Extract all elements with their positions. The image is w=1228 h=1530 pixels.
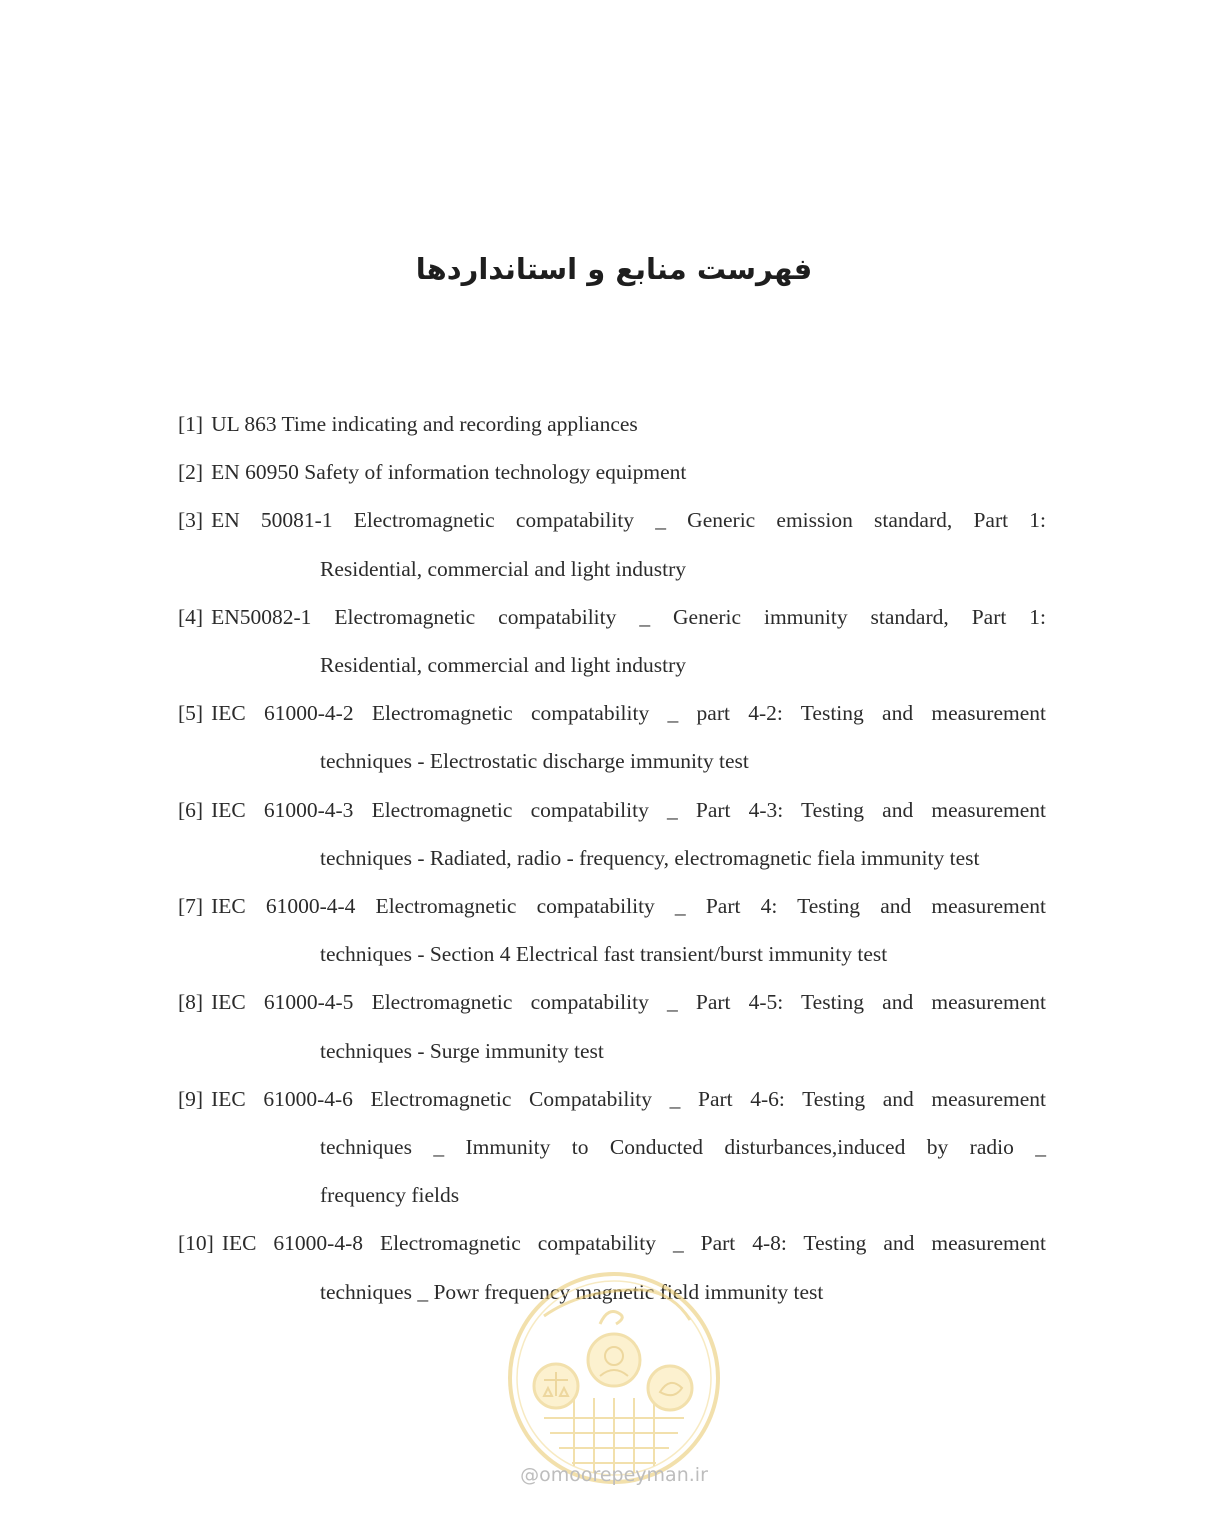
reference-first-line [178,1075,1046,1123]
reference-text: EN 60950 Safety of information technology equipment [211,460,687,485]
page-title: فهرست منابع و استانداردها [415,252,813,286]
reference-text: UL 863 Time indicating and recording appliances [211,412,638,436]
reference-number: [2] [178,460,204,485]
reference-text: EN50082-1 Electromagnetic compatability _ Generic immunity standard, Part 1: [211,604,1046,629]
reference-first-line [178,400,1046,448]
reference-item [178,786,1046,882]
reference-first-line [178,1219,1046,1267]
reference-item [178,593,1046,689]
reference-continuation: techniques - Radiated, radio - frequency, electromagnetic fiela immunity test [320,845,980,870]
reference-first-line [178,786,1046,834]
reference-text: IEC 61000-4-4 Electromagnetic compatability _ Part 4: Testing and measurement [211,894,1046,919]
reference-number: [7] [178,894,204,919]
reference-continuation: techniques - Surge immunity test [320,1038,604,1063]
reference-item [178,882,1046,978]
reference-number: [6] [178,797,204,822]
reference-number: [1] [178,412,204,436]
reference-text: IEC 61000-4-6 Electromagnetic Compatability _ Part 4-6: Testing and measurement [211,1086,1046,1111]
reference-list [178,400,1046,1316]
reference-item [178,978,1046,1074]
reference-number: [8] [178,990,204,1015]
reference-continuation: techniques - Electrostatic discharge immunity test [320,749,749,774]
reference-item [178,448,1046,496]
reference-first-line [178,689,1046,737]
omoore-peyman-seal-icon [504,1268,724,1488]
reference-text: IEC 61000-4-3 Electromagnetic compatability _ Part 4-3: Testing and measurement [211,797,1046,822]
reference-continuation: frequency fields [320,1183,460,1208]
reference-text: IEC 61000-4-5 Electromagnetic compatability _ Part 4-5: Testing and measurement [211,990,1046,1015]
reference-continuation: Residential, commercial and light industry [320,653,687,678]
reference-number: [3] [178,508,204,533]
reference-item [178,496,1046,592]
reference-continuation: techniques - Section 4 Electrical fast transient/burst immunity test [320,942,888,967]
reference-item [178,689,1046,785]
reference-text: EN 50081-1 Electromagnetic compatability _ Generic emission standard, Part 1: [211,508,1046,533]
reference-number: [9] [178,1086,204,1111]
watermark-url: @omoorepeyman.ir [520,1464,708,1486]
reference-number: [10] [178,1231,214,1256]
reference-first-line [178,978,1046,1026]
reference-number: [4] [178,604,204,629]
reference-item [178,1075,1046,1220]
reference-continuation: Residential, commercial and light industry [320,556,687,581]
reference-continuation: techniques _ Powr frequency magnetic field immunity test [320,1279,824,1304]
reference-number: [5] [178,701,204,726]
reference-first-line [178,496,1046,544]
reference-text: IEC 61000-4-2 Electromagnetic compatability _ part 4-2: Testing and measurement [211,701,1046,726]
reference-first-line [178,448,1046,496]
reference-continuation: techniques _ Immunity to Conducted disturbances,induced by radio _ [320,1135,1046,1160]
reference-text: IEC 61000-4-8 Electromagnetic compatability _ Part 4-8: Testing and measurement [221,1231,1046,1256]
reference-first-line [178,593,1046,641]
reference-item [178,400,1046,448]
reference-first-line [178,882,1046,930]
